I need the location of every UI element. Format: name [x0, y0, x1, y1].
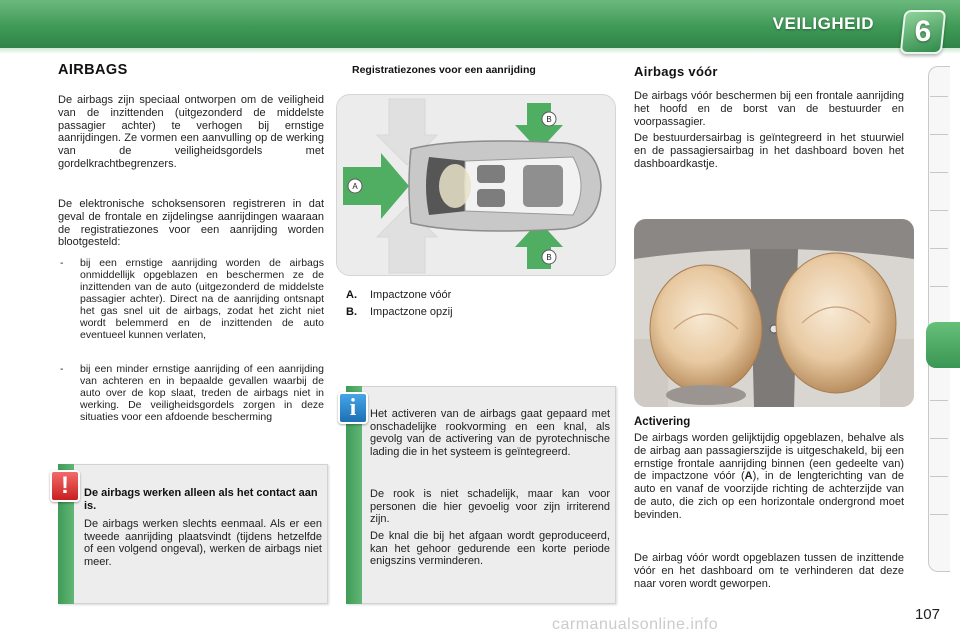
tab-divider: [930, 134, 948, 135]
zone-label-b: B: [546, 253, 552, 262]
chapter-number: 6: [914, 15, 932, 48]
legend-text-a: Impactzone vóór: [370, 289, 452, 301]
front-seat: [477, 189, 505, 207]
activation-text-start: De airbags worden gelijktijdig opgeblazen, behalve als de airbag aan passagierszijde is uitgeschakeld, bij een ernstige frontale aanrijding binnen (een gedeelte van) de impactzone vóór (: [634, 432, 904, 483]
tab-divider: [930, 286, 948, 287]
section-title: VEILIGHEID: [772, 14, 874, 33]
info-paragraph: De knal die bij het afgaan wordt geproduceerd, kan het gehoor gedurende een korte periode enigszins verminderen.: [370, 530, 610, 568]
legend-text-b: Impactzone opzij: [370, 306, 453, 318]
legend-key-b: B.: [346, 306, 357, 318]
front-airbags-paragraph: De airbags vóór beschermen bij een frontale aanrijding het hoofd en de borst van de bestuurder en voorpassagier.: [634, 90, 904, 128]
info-paragraph: Het activeren van de airbags gaat gepaard met onschadelijke rookvorming en een knal, als gevolg van de activering van de pyrotechnische lading die in het systeem is geïntegreerd.: [370, 408, 610, 458]
activation-heading: Activering: [634, 416, 691, 428]
info-paragraph: De rook is niet schadelijk, maar kan voor personen die hier gevoelig voor zijn irriterend zijn.: [370, 488, 610, 526]
zone-label-b: B: [546, 115, 552, 124]
tab-divider: [930, 248, 948, 249]
activation-paragraph: [634, 432, 904, 550]
diagram-caption: Registratiezones voor een aanrijding: [352, 64, 536, 76]
sensors-paragraph: De elektronische schoksensoren registreren in dat geval de frontale en zijdelingse aanrijdingen waaraan de registratiezones voor een aanrijding worden blootgesteld:: [58, 198, 324, 249]
tab-divider: [930, 514, 948, 515]
airbags-illustration: [634, 219, 914, 407]
legend-key-a: A.: [346, 289, 357, 301]
tab-divider: [930, 172, 948, 173]
page-number: 107: [914, 606, 940, 623]
deployment-paragraph: De airbag vóór wordt opgeblazen tussen de inzittende vóór en het dashboard om te verhinderen dat deze naar voren wordt geworpen.: [634, 552, 904, 590]
airbags-heading: AIRBAGS: [58, 62, 128, 78]
car-topview-illustration: [337, 95, 616, 276]
activation-text-end: ), in de lengterichting van de auto en vanaf de voorzijde richting de achterzijde van de auto, die zich op een horizontale ondergrond moet bevinden.: [634, 470, 904, 521]
rear-seat: [523, 165, 563, 207]
info-icon: i: [338, 392, 368, 424]
driver-airbag: [650, 265, 762, 393]
steering-column: [666, 385, 746, 405]
tab-divider: [930, 210, 948, 211]
tab-divider: [930, 96, 948, 97]
bullet-item: bij een ernstige aanrijding worden de airbags onmiddellijk opgeblazen en beschermen ze de inzittenden van de auto (uitgezonderd de middelste passagier achter). Direct na de aanrijding ontsnapt het gas snel uit de airbags, zodat het zicht niet wordt belemmerd en de inzittenden de auto eventueel kunnen verlaten,: [80, 257, 324, 341]
tab-divider: [930, 438, 948, 439]
airbag-zone: [439, 164, 471, 208]
bullet-dash: -: [60, 363, 64, 375]
airbag-location-paragraph: De bestuurdersairbag is geïntegreerd in het stuurwiel en de passagiersairbag in het dashboard boven het dashboardkastje.: [634, 132, 904, 170]
passenger-airbag: [776, 253, 896, 393]
deployed-airbags-photo: [634, 219, 914, 407]
warning-title: De airbags werken alleen als het contact aan is.: [84, 487, 318, 512]
bullet-item: bij een minder ernstige aanrijding of een aanrijding van achteren en in bepaalde gevallen waarbij de auto over de kop slaat, treden de airbags niet in werking. De veiligheidsgordels zorgen in deze situaties voor een afdoende bescherming: [80, 363, 324, 423]
impact-zone-diagram: [336, 94, 616, 276]
intro-paragraph: De airbags zijn speciaal ontworpen om de veiligheid van de inzittenden (uitgezonderd de middelste passagier achter) te verhogen bij ernstige aanrijdingen. Ze vormen een aanvulling op de werking van de veiligheidsgordels met gordelkrachtbegrenzers.: [58, 94, 324, 170]
activation-zone-key: A: [744, 470, 753, 483]
bullet-dash: -: [60, 257, 64, 269]
tab-divider: [930, 400, 948, 401]
header-shade: [0, 48, 960, 54]
active-chapter-tab: [926, 322, 960, 368]
chapter-tab-strip: [928, 66, 950, 572]
front-seat: [477, 165, 505, 183]
front-airbags-heading: Airbags vóór: [634, 64, 718, 79]
watermark: carmanualsonline.info: [552, 616, 719, 633]
zone-label-a: A: [352, 182, 358, 191]
warning-text: De airbags werken slechts eenmaal. Als er een tweede aanrijding plaatsvindt (tijdens hetzelfde of een volgend ongeval), werken de airbags niet meer.: [84, 518, 322, 568]
exclamation-icon: !: [50, 470, 80, 502]
tab-divider: [930, 476, 948, 477]
